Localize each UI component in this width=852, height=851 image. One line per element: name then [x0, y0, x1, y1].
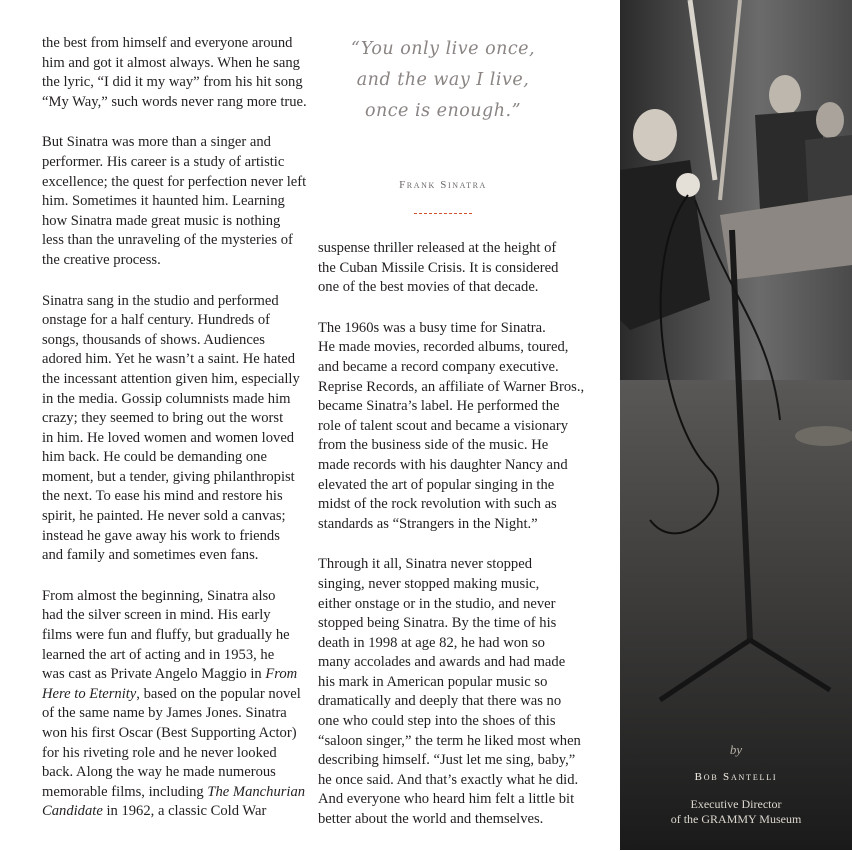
text-line: moment, but a tender, giving philanthropist	[42, 468, 295, 485]
text-line: spirit, he painted. He never sold a canvas;	[42, 508, 286, 525]
text-line: instead he gave away his work to friends	[42, 527, 280, 544]
text-line: the next. To ease his mind and restore his	[42, 488, 283, 505]
text-line: crazy; they seemed to bring out the worst	[42, 410, 284, 427]
text-line: won his first Oscar (Best Supporting Actor)	[42, 725, 297, 741]
quote-line: “You only live once,	[350, 39, 536, 59]
text-line: the lyric, “I did it my way” from his hit song	[42, 74, 303, 91]
text-line: in him. He loved women and women loved	[42, 429, 295, 446]
text-line: the creative process.	[42, 251, 161, 268]
text-line: for his riveting role and he never looked	[42, 744, 277, 761]
text-line: standards as “Strangers in the Night.”	[318, 515, 538, 532]
text-line: “My Way,” such words never rang more true.	[42, 93, 307, 110]
text-line: made records with his daughter Nancy and	[318, 456, 568, 473]
text-line: from the business side of the music. He	[318, 437, 549, 454]
text-line: Sinatra sang in the studio and performed	[42, 292, 279, 309]
text-line: him back. He could be demanding one	[42, 449, 267, 466]
text-line: films were fun and fluffy, but gradually he	[42, 627, 290, 644]
author-name: Bob Santelli	[694, 771, 778, 783]
text-line: how Sinatra made great music is nothing	[42, 212, 281, 229]
text-line: singing, never stopped making music,	[318, 575, 540, 592]
text-line: had the silver screen in mind. His early	[42, 607, 271, 624]
pull-quote	[318, 34, 568, 127]
text-line: “saloon singer,” the term he liked most when	[318, 732, 581, 749]
film-title: From	[265, 666, 298, 683]
text-line: less than the unraveling of the mysteries of	[42, 232, 293, 249]
paragraph-6	[318, 319, 588, 535]
text-line: suspense thriller released at the height of	[318, 240, 557, 256]
text-line: From almost the beginning, Sinatra also	[42, 587, 276, 604]
paragraph-5	[318, 239, 588, 298]
text-line: dramatically and deeply that there was no	[318, 693, 562, 710]
text-line: either onstage or in the studio, and never	[318, 595, 556, 612]
text-run: , based on the popular novel	[136, 685, 301, 702]
text-line: of the same name by James Jones. Sinatra	[42, 705, 287, 722]
text-line	[42, 802, 292, 822]
text-line: midst of the rock revolution with such as	[318, 496, 557, 513]
text-line: the incessant attention given him, especially	[42, 370, 300, 387]
paragraph-3	[42, 292, 300, 566]
paragraph-4	[42, 587, 306, 822]
text-line: Through it all, Sinatra never stopped	[318, 556, 532, 573]
text-line: songs, thousands of shows. Audiences	[42, 331, 265, 348]
text-line: And everyone who heard him felt a little bit	[318, 791, 575, 808]
text-line: the best from himself and everyone around	[42, 35, 293, 51]
film-title: Candidate	[42, 803, 103, 820]
right-column-body	[318, 239, 588, 851]
text-line: many accolades and awards and had made	[318, 654, 566, 671]
text-line: stopped being Sinatra. By the time of his	[318, 615, 557, 632]
text-line: role of talent scout and became a visionary	[318, 417, 569, 434]
text-run: was cast as Private Angelo Maggio in	[42, 666, 266, 683]
text-line: one of the best movies of that decade.	[318, 279, 539, 296]
byline-by: by	[729, 742, 743, 757]
text-line: Reprise Records, an affiliate of Warner Bros.,	[318, 378, 585, 395]
quote-line: once is enough.”	[364, 101, 522, 121]
studio-photo	[620, 0, 852, 850]
text-line	[42, 783, 306, 803]
text-line: adored him. Yet he wasn’t a saint. He hated	[42, 351, 296, 368]
author-title-line-1: Executive Director	[690, 797, 782, 811]
text-line: the Cuban Missile Crisis. It is considered	[318, 259, 559, 276]
text-line: and became a record company executive.	[318, 358, 559, 375]
film-title: The Manchurian	[207, 783, 306, 800]
text-line: back. Along the way he made numerous	[42, 764, 276, 781]
text-line: He made movies, recorded albums, toured,	[318, 339, 569, 356]
text-line: learned the art of acting and in 1953, he	[42, 646, 275, 663]
text-line: performer. His career is a study of artistic	[42, 153, 285, 170]
text-line	[42, 665, 298, 685]
text-line: better about the world and themselves.	[318, 811, 544, 828]
paragraph-7	[318, 555, 588, 829]
photo-illustration	[620, 0, 852, 850]
text-line: and family and sometimes even fans.	[42, 547, 259, 564]
text-line: his mark in American popular music so	[318, 673, 548, 690]
text-line: death in 1998 at age 82, he had won so	[318, 634, 545, 651]
paragraph-1	[42, 34, 307, 112]
quote-divider	[414, 213, 472, 214]
text-line: one who could step into the shoes of this	[318, 713, 556, 730]
text-line: But Sinatra was more than a singer and	[42, 134, 271, 151]
text-line: in the media. Gossip columnists made him	[42, 390, 291, 407]
text-line: him. Sometimes it haunted him. Learning	[42, 193, 285, 210]
quote-attribution: Frank Sinatra	[399, 179, 487, 191]
text-line: describing himself. “Just let me sing, baby,”	[318, 752, 576, 769]
text-line: The 1960s was a busy time for Sinatra.	[318, 319, 546, 336]
author-title-line-2: of the GRAMMY Museum	[670, 812, 802, 826]
text-line: became Sinatra’s label. He performed the	[318, 398, 560, 415]
quote-line: and the way I live,	[356, 70, 530, 90]
text-line: onstage for a half century. Hundreds of	[42, 312, 271, 329]
text-run: in 1962, a classic Cold War	[102, 803, 267, 820]
text-run: memorable films, including	[42, 783, 208, 800]
text-line: him and got it almost always. When he sang	[42, 54, 300, 71]
paragraph-2	[42, 133, 307, 270]
text-line: elevated the art of popular singing in the	[318, 476, 555, 493]
text-line: excellence; the quest for perfection never left	[42, 173, 307, 190]
text-line	[42, 685, 301, 705]
text-line: he once said. And that’s exactly what he did.	[318, 771, 579, 788]
left-column	[42, 34, 307, 843]
film-title: Here to Eternity	[42, 685, 137, 702]
